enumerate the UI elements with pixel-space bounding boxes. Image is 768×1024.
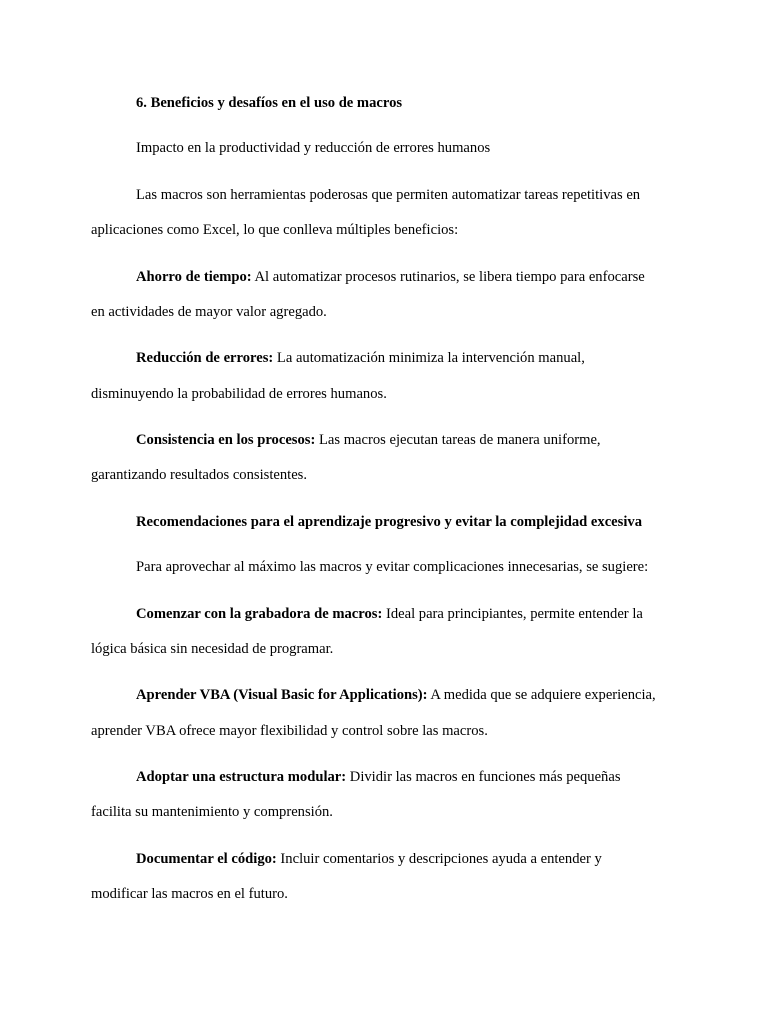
recommendation-item-vba-cont: aprender VBA ofrece mayor flexibilidad y control sobre las macros. [91,723,488,739]
section-heading: 6. Beneficios y desafíos en el uso de macros [136,95,403,111]
benefit-item-time-cont: en actividades de mayor valor agregado. [91,304,327,320]
benefit-term: Reducción de errores: [136,350,274,366]
recommendation-item-recorder [136,605,643,623]
recommendation-item-vba [136,686,656,704]
subheading-productivity: Impacto en la productividad y reducción de errores humanos [136,140,491,156]
intro-recommendations: Para aprovechar al máximo las macros y evitar complicaciones innecesarias, se sugiere: [136,559,649,575]
intro-paragraph-line-1: Las macros son herramientas poderosas que permiten automatizar tareas repetitivas en [136,187,641,203]
benefit-item-consistency-cont: garantizando resultados consistentes. [91,467,308,483]
benefit-text: Al automatizar procesos rutinarios, se libera tiempo para enfocarse [251,269,645,285]
benefit-term: Consistencia en los procesos: [136,432,316,448]
recommendation-term: Documentar el código: [136,851,277,867]
benefit-text: Las macros ejecutan tareas de manera uniforme, [315,432,601,448]
benefit-item-errors [136,349,585,367]
recommendation-term: Aprender VBA (Visual Basic for Applications): [136,687,428,703]
recommendation-term: Adoptar una estructura modular: [136,769,347,785]
benefit-item-errors-cont: disminuyendo la probabilidad de errores humanos. [91,386,387,402]
benefit-text: La automatización minimiza la intervención manual, [273,350,585,366]
benefit-term: Ahorro de tiempo: [136,269,252,285]
recommendation-text: Incluir comentarios y descripciones ayuda a entender y [276,851,602,867]
recommendation-item-document-cont: modificar las macros en el futuro. [91,886,288,902]
recommendation-item-recorder-cont: lógica básica sin necesidad de programar. [91,641,334,657]
recommendation-term: Comenzar con la grabadora de macros: [136,606,383,622]
recommendation-item-document [136,850,602,868]
recommendation-text: Ideal para principiantes, permite entender la [382,606,643,622]
benefit-item-time [136,268,645,286]
benefit-item-consistency [136,431,601,449]
recommendation-item-modular-cont: facilita su mantenimiento y comprensión. [91,804,333,820]
subheading-recommendations: Recomendaciones para el aprendizaje progresivo y evitar la complejidad excesiva [136,514,642,530]
intro-paragraph-line-2: aplicaciones como Excel, lo que conlleva múltiples beneficios: [91,222,459,238]
recommendation-text: A medida que se adquiere experiencia, [427,687,656,703]
recommendation-item-modular [136,768,621,786]
recommendation-text: Dividir las macros en funciones más pequeñas [346,769,621,785]
